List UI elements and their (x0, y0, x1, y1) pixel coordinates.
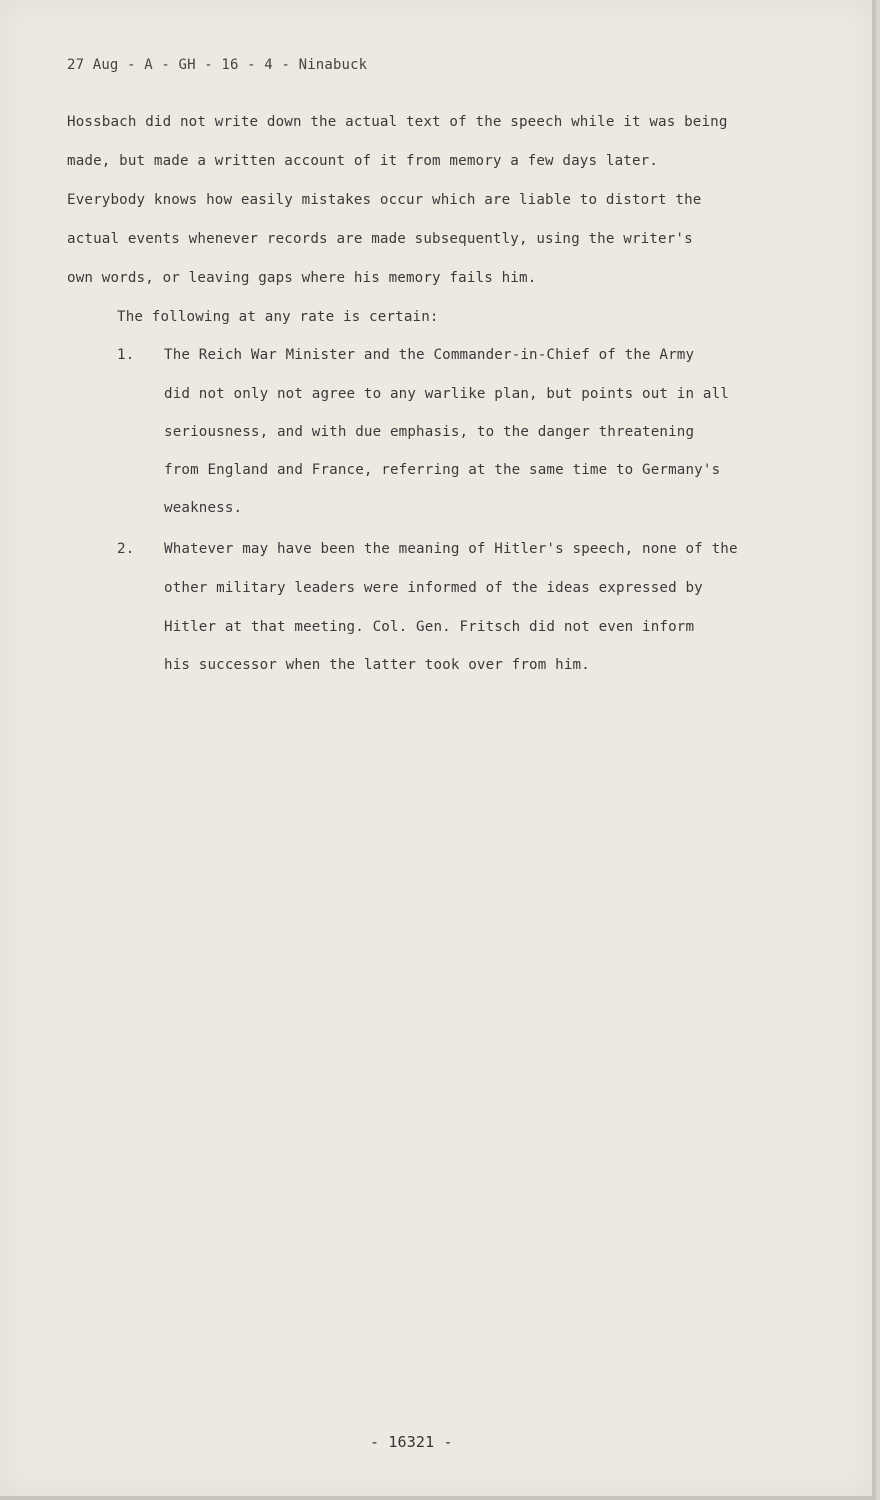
paragraph-line: actual events whenever records are made subsequently, using the writer's (67, 231, 693, 247)
paragraph-line: own words, or leaving gaps where his memory fails him. (67, 270, 537, 286)
list-item-number: 2. (117, 541, 135, 557)
list-item-line: from England and France, referring at the same time to Germany's (164, 462, 721, 478)
list-item-line: other military leaders were informed of the ideas expressed by (164, 580, 703, 596)
list-item-line: did not only not agree to any warlike plan, but points out in all (164, 386, 729, 402)
list-item-line: weakness. (164, 500, 243, 516)
list-item-line: seriousness, and with due emphasis, to the danger threatening (164, 424, 695, 440)
paragraph-line: Hossbach did not write down the actual text of the speech while it was being (67, 114, 728, 130)
list-item-line: Hitler at that meeting. Col. Gen. Fritsch did not even inform (164, 619, 695, 635)
list-intro: The following at any rate is certain: (117, 309, 439, 325)
list-item-line: The Reich War Minister and the Commander-in-Chief of the Army (164, 347, 695, 363)
list-item-line: his successor when the latter took over from him. (164, 657, 590, 673)
list-item-line: Whatever may have been the meaning of Hitler's speech, none of the (164, 541, 738, 557)
list-item-number: 1. (117, 347, 135, 363)
document-reference-header: 27 Aug - A - GH - 16 - 4 - Ninabuck (67, 57, 368, 73)
page-number: - 16321 - (370, 1433, 453, 1451)
paragraph-line: Everybody knows how easily mistakes occur which are liable to distort the (67, 192, 702, 208)
paragraph-line: made, but made a written account of it from memory a few days later. (67, 153, 659, 169)
